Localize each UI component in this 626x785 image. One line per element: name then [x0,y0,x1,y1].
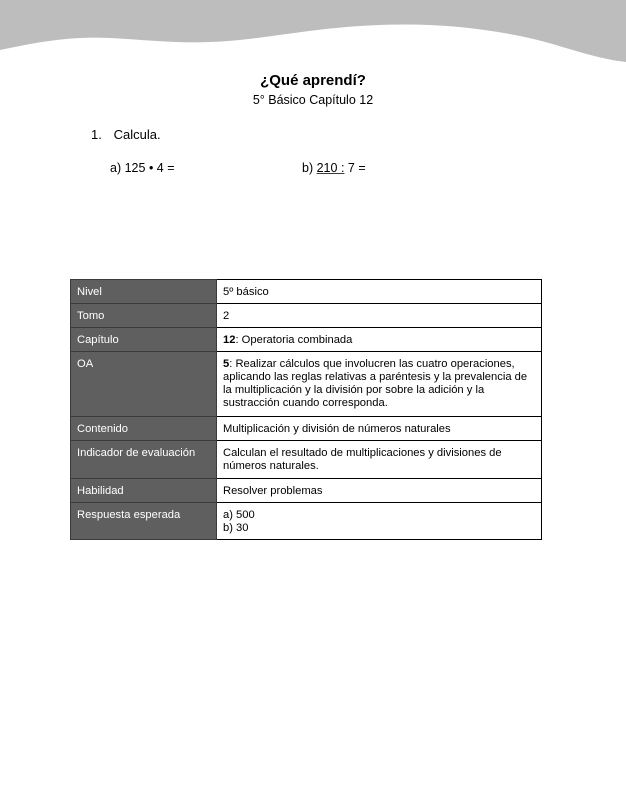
table-row-oa [71,352,542,417]
exercise-b-label: b) [302,161,314,175]
exercise-a-label: a) [110,161,122,175]
table-row-respuesta [71,503,542,540]
question-instruction: Calcula. [113,127,161,142]
row-value-contenido: Multiplicación y división de números naturales [217,417,542,441]
exercise-b [302,161,366,175]
table-row-contenido [71,417,542,441]
page-subtitle: 5° Básico Capítulo 12 [252,93,374,107]
row-label-oa: OA [71,352,217,417]
exercise-b-underlined: 210 : [316,161,345,175]
question-1 [91,127,161,142]
row-label-nivel: Nivel [71,280,217,304]
row-value-indicador: Calculan el resultado de multiplicaciones y divisiones de números naturales. [217,441,542,479]
row-label-respuesta: Respuesta esperada [71,503,217,540]
exercise-b-rest: 7 = [347,161,366,175]
row-value-nivel: 5º básico [217,280,542,304]
row-label-capitulo: Capítulo [71,328,217,352]
row-value-tomo: 2 [217,304,542,328]
row-label-contenido: Contenido [71,417,217,441]
row-value-habilidad: Resolver problemas [217,479,542,503]
exercise-a [110,161,175,175]
evaluation-info-table [70,279,542,540]
row-value-capitulo [217,328,542,352]
row-label-indicador: Indicador de evaluación [71,441,217,479]
table-row-nivel [71,280,542,304]
table-row-indicador [71,441,542,479]
table-row-tomo [71,304,542,328]
row-label-tomo: Tomo [71,304,217,328]
oa-number: 5 [223,358,230,370]
respuesta-a: a) 500 [223,509,255,521]
exercise-a-expression: 125 • 4 = [124,161,175,175]
capitulo-text: : Operatoria combinada [235,334,353,346]
table-row-capitulo [71,328,542,352]
capitulo-number: 12 [223,334,236,346]
respuesta-b: b) 30 [223,522,249,534]
header-wave-banner [0,0,626,62]
oa-text: : Realizar cálculos que involucren las cuatro operaciones, aplicando las reglas relativas a paréntesis y la prevalencia de la multiplicación y la división por sobre la adición y la sustracción cuando corresponda. [223,358,528,409]
page-title: ¿Qué aprendí? [260,72,366,89]
row-value-respuesta [217,503,542,540]
table-row-habilidad [71,479,542,503]
row-value-oa [217,352,542,417]
row-label-habilidad: Habilidad [71,479,217,503]
question-number: 1. [91,127,102,142]
